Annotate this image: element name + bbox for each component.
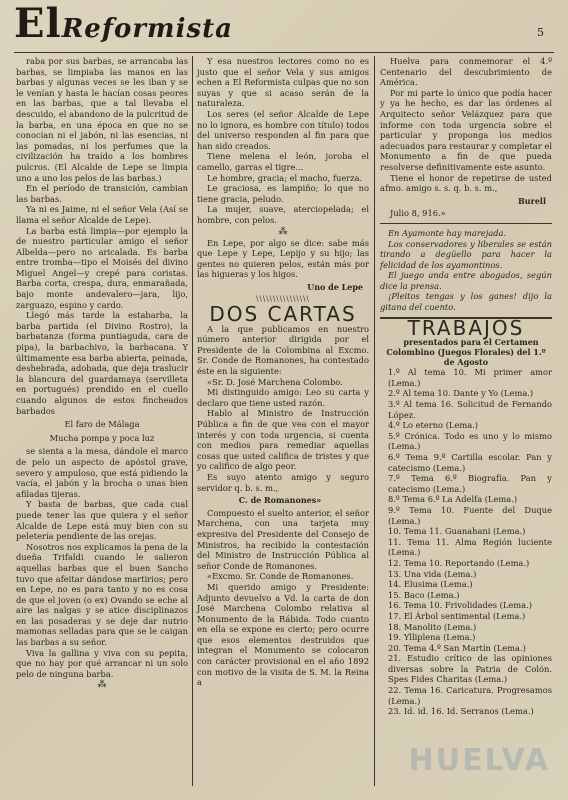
list-item: 16. Tema 10. Frivolidades (Lema.) <box>388 600 533 611</box>
section-title: DOS CARTAS <box>209 302 357 327</box>
list-item: 21. Estudio crítico de las opiniones diversas sobre la Patria de Colón. Spes Fides Charitas (Lema.) <box>388 653 552 685</box>
list-item: 15. Baco (Lema.) <box>388 589 460 600</box>
list-item: 18. Manolito (Lema.) <box>388 621 477 632</box>
paragraph: raba por sus barbas, se arrancaba las barbas, se limpiaba las manos en las barbas y algunas veces se les iban y se le venían y hasta le hacían cosas peores en las barbas, que a tal llevaba el descuido, el abandono de la pulcritud de la barba, en una época en que no se conocían ni el jabón, ni las esencias, ni las pomadas, ni los perfumes que la civilización ha traído a los hombres pulcros. (El Alcalde de Lepe se limpia uno a uno los pelos de las barbas.) <box>16 56 188 183</box>
ornament: ⁂ <box>97 680 107 691</box>
list-item: 13. Una vida (Lema.) <box>388 568 477 579</box>
paragraph: Ya ni es Jaime, ni el señor Vela (Así se llama el señor Alcalde de Lepe). <box>16 204 188 225</box>
list-item: 12. Tema 10. Reportando (Lema.) <box>388 557 530 568</box>
list-item: 2.º Al tema 10. Dante y Yo (Lema.) <box>388 388 534 399</box>
column-3 <box>380 56 552 717</box>
list-item: 20. Tema 4.º San Martín (Lema.) <box>388 642 526 653</box>
signature: Uno de Lepe <box>307 281 363 292</box>
section-title: TRABAJOS <box>407 315 525 340</box>
list-item: 22. Tema 16. Caricatura. Progresamos (Lema.) <box>388 685 552 706</box>
list-item: 6.º Tema 9.º Cartilla escolar. Pan y catecismo (Lema.) <box>388 452 552 473</box>
column-divider <box>192 56 193 786</box>
list-item: 8.º Tema 6.º La Adelfa (Lema.) <box>388 494 518 505</box>
paragraph: Tiene melena el león, joroba el camello, garras el tigre... <box>197 151 369 172</box>
paragraph: Huelva para conmemorar el 4.º Centenario del descubrimiento de América. <box>380 56 552 88</box>
header-rule <box>14 52 554 53</box>
newspaper-logo <box>14 0 233 49</box>
list-item: 5.º Crónica. Todo es uno y lo mismo (Lema.) <box>388 430 552 452</box>
paragraph: La barba está limpia—por ejemplo la de nuestro particular amigo el señor Albelda—pero no aricalada. Es barba entre tromba—tipo el Moisés del divino Miguel Angel—y crepé para coristas. Barba corta, crespa, dura, enmarañada, bajo monte andevalero—jara, lijo, zarguazo, espino y cardo. <box>16 225 188 310</box>
list-item: 7.º Tema 6.º Biografía. Pan y catecismo (Lema.) <box>388 473 552 494</box>
list-item: 14. Elusima (Lema.) <box>388 579 473 590</box>
inline-subtitle: El faro de Málaga <box>64 419 140 430</box>
list-item: 10. Tema 11. Guanahani (Lema.) <box>388 526 526 537</box>
watermark: HUELVA <box>408 743 550 778</box>
divider <box>380 223 552 224</box>
list-item: 23. Id. id. 16. Id. Serranos (Lema.) <box>388 706 534 717</box>
section-subhead: presentados para el Certamen Colombino (Juegos Florales) del 1.º de Agosto <box>386 337 546 368</box>
list-item: 3.º Al tema 16. Solicitud de Fernando López. <box>388 399 552 420</box>
page-number: 5 <box>537 26 544 39</box>
list-item: 19. Ylliplena (Lema.) <box>388 632 476 643</box>
paragraph: Compuesto el suelto anterior, el señor Marchena, con una tarjeta muy expresiva del Presidente del Consejo de Ministros, ha recibido la contestación del Ministro de Instrucción Pública al señor Conde de Romanones. <box>197 507 369 571</box>
paragraph: Tiene el honor de repetirse de usted afmo. amigo s. s. q. b. s. m., <box>380 172 552 194</box>
list-item: 4.º Lo eterno (Lema.) <box>388 420 479 431</box>
date-line: Julio 8, 916.» <box>390 208 446 219</box>
paragraph: «Excmo. Sr. Conde de Romanones. <box>207 571 354 582</box>
logo-initial: El <box>14 0 62 47</box>
list-item: 17. El Árbol sentimental (Lema.) <box>388 610 526 621</box>
decorative-divider: \\\\\\\\\\\\\\\\ <box>256 295 310 304</box>
paragraph: En el período de transición, cambian las barbas. <box>16 183 188 204</box>
signature: C. de Romanones» <box>238 495 322 506</box>
paragraph: En Lepe, por algo se dice: sabe más que Lepe y Lepe, Lepijo y su hijo; las gentes no quieren pelos, están más por las higueras y los higos. <box>197 237 369 280</box>
paragraph: Y esa nuestros lectores como no es justo que el señor Vela y sus amigos echen a El Reformista culpas que no son suyas y que si acaso serán de la naturaleza. <box>197 56 369 109</box>
paragraph: Por mi parte lo único que podía hacer y ya he hecho, es dar las órdenes al Arquitecto señor Velázquez para que informe con toda urgencia sobre el particular y proponga los medios adecuados para restaurar y completar el Monumento a fin de que pueda resolverse definitivamente este asunto. <box>380 87 552 172</box>
list-item: 1.º Al tema 10. Mi primer amor (Lema.) <box>388 367 552 388</box>
paragraph: Los seres (el señor Alcalde de Lepe no lo ignora, es hombre con título) todos del universo responden al fin para que han sido creados. <box>197 108 369 151</box>
paragraph: se sienta a la mesa, dándole el marco de pelo un aspecto de apóstol grave, severo y ampuloso, que está pidiendo la vacía, el jabón y la brocha o unas bien afiladas tijeras. <box>16 446 188 499</box>
ornament: ⁂ <box>278 226 288 237</box>
italic-line: El juego anda entre abogados, según dice la prensa. <box>380 270 552 291</box>
italic-note <box>380 228 552 313</box>
paragraph: Hablo al Ministro de Instrucción Pública a fin de que vea con el mayor interés y con toda urgencia, si cuenta con medios para remediar aquellas cosas que usted califica de tristes y que yo califico de algo peor. <box>197 408 369 472</box>
paragraph: Nosotros nos explicamos la pena de la dueña Trifaldi cuando le salieron aquellas barbas que el buen Sancho tuvo que afeitar dándose martirios; pero en Lepe, no es para tanto y no es cosa de que el joven (o ex) Ovando se eche al aire las nalgas y se atice disciplinazos en las posaderas y se deje dar nutrio mamonas selladas para que se le caigan las barbas a su señor. <box>16 541 188 648</box>
italic-line: ¡Pleitos tengas y los ganes! dijo la gitana del cuento. <box>380 291 552 313</box>
masthead <box>14 0 554 52</box>
list-item: 11. Tema 11. Alma Región luciente (Lema.) <box>388 536 552 558</box>
paragraph: La mujer, suave, aterciopelada; el hombre, con pelos. <box>197 204 369 225</box>
paragraph: Mi distinguido amigo: Leo su carta y declaro que tiene usted razón. <box>197 387 369 408</box>
paragraph: A la que publicamos en nuestro número anterior dirigida por el Presidente de la Colombina al Excmo. Sr. Conde de Romanones, ha contestado éste en la siguiente: <box>197 323 369 377</box>
signature: Burell <box>518 195 546 206</box>
paragraph: Llegó más tarde la estabarba, la barba partida (el Divino Rostro), la barbatanza (forma puntiaguda, cara de pipa), la barbachivo, la barbacana. Y últimamente esa barba abierta, peinada, deshebrada, adobada, que deja traslucir la blancura del guardamaya (servilleta en portugués) prendido en el cuello cuando algunos de estos fincheados barbados <box>16 310 188 416</box>
paragraph: Le hombre, gracia; el macho, fuerza. <box>207 172 363 183</box>
paragraph: Viva la gallina y viva con su pepita, que no hay por qué arrancar ni un solo pelo de ninguna barba. <box>16 647 188 679</box>
list-item: 9.º Tema 10. Fuente del Duque (Lema.) <box>388 504 552 526</box>
paragraph: Es suyo atento amigo y seguro servidor q. b. s. m., <box>197 471 369 493</box>
italic-line: En Ayamonte hay marejada. <box>388 227 507 238</box>
entries-list <box>380 367 552 717</box>
paragraph: Le graciosa, es lampiño; lo que no tiene gracia, peludo. <box>197 183 369 204</box>
paragraph: Y basta de barbas, que cada cual puede tener las que quiera y el señor Alcalde de Lepe está muy bien con su peletería pendiente de las orejas. <box>16 499 188 542</box>
column-2 <box>197 56 369 688</box>
column-1 <box>16 56 188 691</box>
inline-subtitle: Mucha pompa y poca luz <box>49 432 155 443</box>
italic-line: Los conservadores y liberales se están tirando a degüello para hacer la felicidad de los ayamontinos. <box>380 238 552 270</box>
logo-title: Reformista <box>61 14 233 44</box>
paragraph: Mi querido amigo y Presidente: Adjunto devuelvo a Vd. la carta de don José Marchena Colombo relativa al Monumento de la Rábida. Todo cuanto en ella se expone es cierto; pero ocurre que esos elementos destruidos que integran el Monumento se colocaron con carácter provisional en el año 1892 con motivo de la visita de S. M. la Reina a <box>197 581 369 688</box>
column-divider <box>374 56 375 786</box>
paragraph: «Sr. D. José Marchena Colombo. <box>207 376 343 387</box>
